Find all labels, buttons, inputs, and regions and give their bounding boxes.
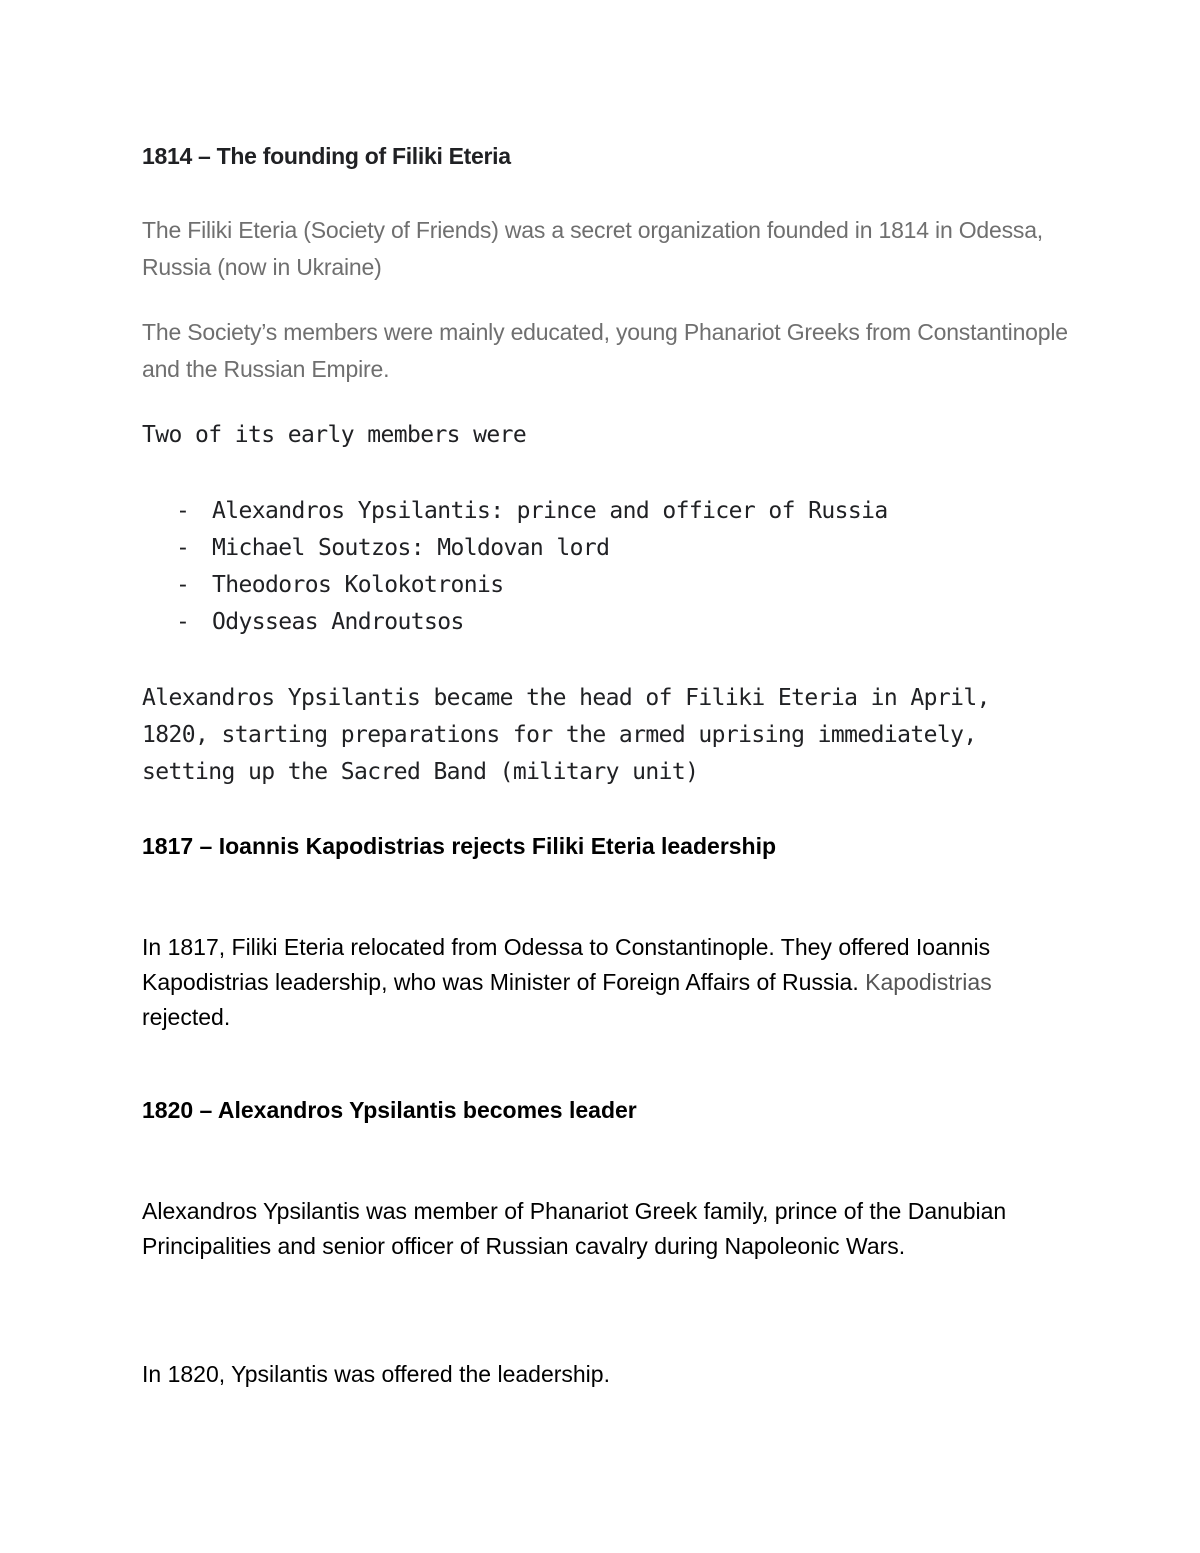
paragraph-ypsilantis-head: Alexandros Ypsilantis became the head of Filiki Eteria in April, 1820, starting preparations for the armed uprising immediately, setting up the Sacred Band (military unit): [142, 685, 990, 785]
paragraph-leadership-offer: In 1820, Ypsilantis was offered the leadership.: [142, 1361, 610, 1387]
paragraph-filiki-founding: The Filiki Eteria (Society of Friends) was a secret organization founded in 1814 in Odessa, Russia (now in Ukraine): [142, 217, 1043, 280]
paragraph-ypsilantis-bio: Alexandros Ypsilantis was member of Phanariot Greek family, prince of the Danubian Principalities and senior officer of Russian cavalry during Napoleonic Wars.: [142, 1198, 1007, 1259]
member-name: Alexandros Ypsilantis: prince and officer of Russia: [212, 498, 888, 524]
heading-1814: 1814 – The founding of Filiki Eteria: [142, 143, 511, 169]
paragraph-society-members: The Society’s members were mainly educated, young Phanariot Greeks from Constantinople and the Russian Empire.: [142, 319, 1068, 382]
members-list: [142, 493, 1072, 641]
paragraph-members-intro: Two of its early members were: [142, 422, 527, 448]
list-item: [142, 604, 1072, 641]
member-name: Odysseas Androutsos: [212, 609, 464, 635]
paragraph-kapodistrias-main: In 1817, Filiki Eteria relocated from Odessa to Constantinople. They offered Ioannis Kapodistrias leadership, who was Minister of Foreign Affairs of Russia.: [142, 934, 991, 995]
bullet-dash: -: [176, 572, 190, 598]
list-item: [142, 493, 1072, 530]
heading-1817: 1817 – Ioannis Kapodistrias rejects Filiki Eteria leadership: [142, 833, 777, 859]
paragraph-kapodistrias: [142, 930, 1042, 1035]
list-item: [142, 530, 1072, 567]
member-name: Theodoros Kolokotronis: [212, 572, 504, 598]
kapodistrias-name: Kapodistrias: [865, 969, 992, 995]
member-name: Michael Soutzos: Moldovan lord: [212, 535, 610, 561]
bullet-dash: -: [176, 498, 190, 524]
bullet-dash: -: [176, 609, 190, 635]
bullet-dash: -: [176, 535, 190, 561]
list-item: [142, 567, 1072, 604]
paragraph-kapodistrias-end: rejected.: [142, 1004, 231, 1030]
heading-1820: 1820 – Alexandros Ypsilantis becomes leader: [142, 1097, 637, 1123]
